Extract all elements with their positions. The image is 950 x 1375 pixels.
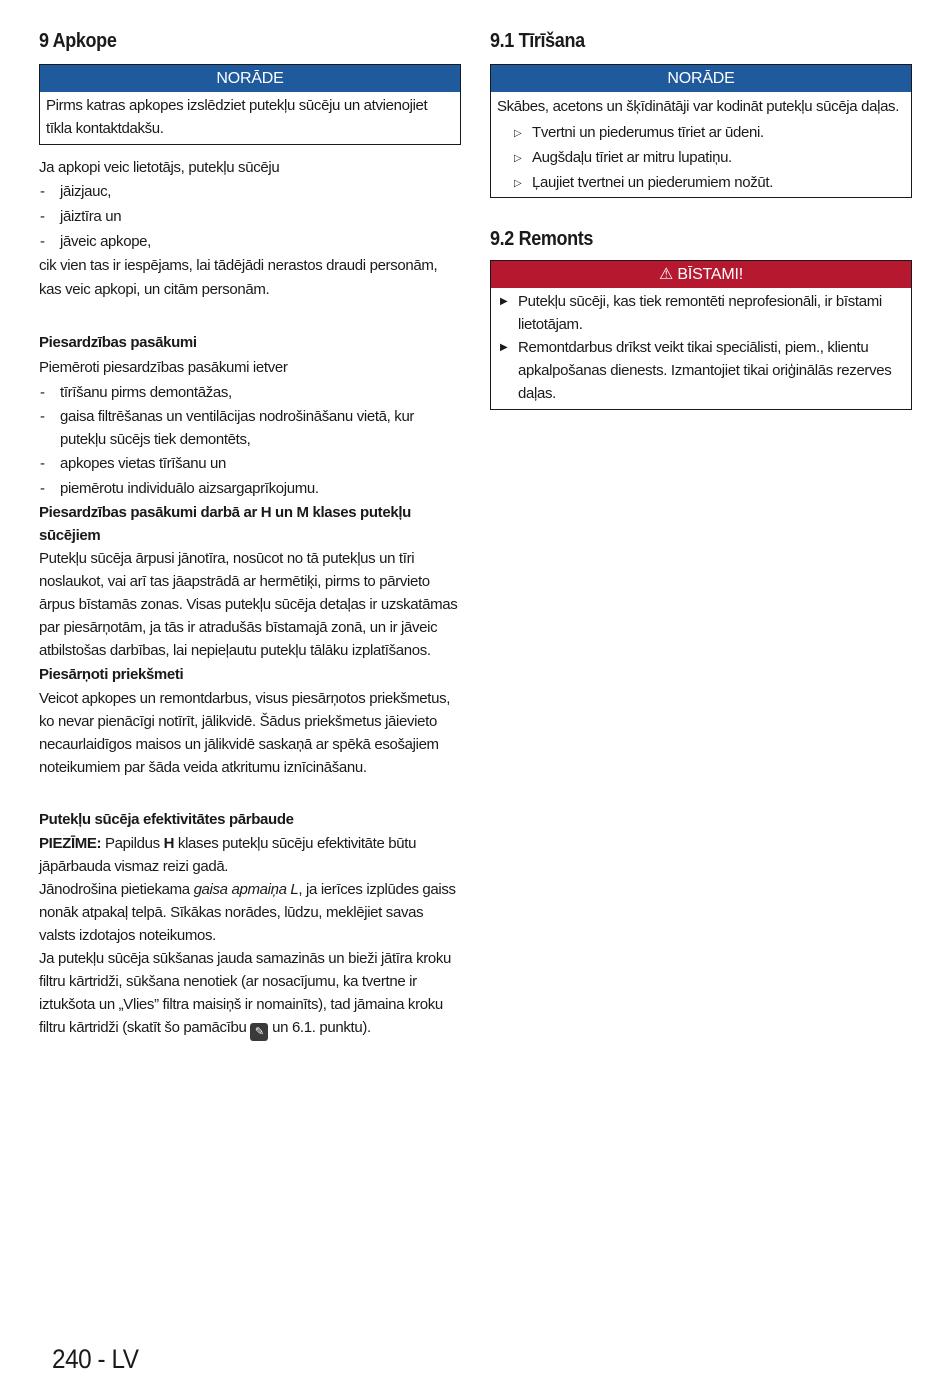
- manual-book-icon: ✎: [250, 1023, 268, 1041]
- efficiency-title: Putekļu sūcēja efektivitātes pārbaude: [39, 811, 294, 828]
- list-item: - gaisa filtrēšanas un ventilācijas nodrošināšanu vietā, kur putekļu sūcējs tiek demontēts,: [39, 405, 461, 451]
- list-item: ▷ Ļaujiet tvertnei un piederumiem nožūt.: [497, 170, 905, 195]
- list-item: ▶ Remontdarbus drīkst veikt tikai speciālisti, piem., klientu apkalpošanas dienests. Izmantojiet tikai oriģinālās rezerves daļas.: [497, 336, 905, 405]
- section-title-maintenance: 9 Apkope: [39, 30, 117, 52]
- air-exchange-text: Jānodrošina pietiekama gaisa apmaiņa L, ja ierīces izplūdes gaiss nonāk atpakaļ telpā. Sīkākas norādes, lūdzu, meklējiet savas valsts izdotajos noteikumos.: [39, 881, 456, 944]
- notice-box: [39, 64, 461, 145]
- arrow-bullet-icon: ▶: [500, 296, 508, 307]
- list-item: - jāveic apkope,: [39, 229, 461, 254]
- triangle-bullet-icon: ▷: [514, 153, 522, 164]
- arrow-bullet-icon: ▶: [500, 342, 508, 353]
- hm-class-text: Putekļu sūcēja ārpusi jānotīra, nosūcot no tā putekļus un tīri noslaukot, vai arī tas jāapstrādā ar hermētiķi, pirms to pārvieto ārpus bīstamās zonas. Visas putekļu sūcēja detaļas ir uzskatāmas par piesārņotām, ja tās ir atradušās bīstamajā zonā, un ir jāveic atbilstošas darbības, lai nepieļautu putekļu tālāku izplatīšanos.: [39, 550, 458, 659]
- precautions-text: Piemēroti piesardzības pasākumi ietver: [39, 359, 288, 376]
- cleaning-notice-text: Skābes, acetons un šķīdinātāji var kodināt putekļu sūcēja daļas.: [497, 98, 900, 115]
- cleaning-notice-box: [490, 64, 912, 198]
- list-item: ▷ Tvertni un piederumus tīriet ar ūdeni.: [497, 120, 905, 145]
- section-title-cleaning: 9.1 Tīrīšana: [490, 30, 585, 52]
- hm-class-title: Piesardzības pasākumi darbā ar H un M klases putekļu sūcējiem: [39, 504, 411, 544]
- triangle-bullet-icon: ▷: [514, 128, 522, 139]
- filter-text: Ja putekļu sūcēja sūkšanas jauda samazinās un bieži jātīra kroku filtru kārtridži, sūkšana nenotiek (ar nosacījumu, ka tvertne ir iztukšota un „Vlies” filtra maisiņš ir nomainīts), tad jāmaina kroku filtru kārtridži (skatīt šo pamācību ✎ un 6.1. punktu).: [39, 947, 461, 1041]
- danger-box: [490, 260, 912, 410]
- list-item: ▷ Augšdaļu tīriet ar mitru lupatiņu.: [497, 145, 905, 170]
- list-item: - jāizjauc,: [39, 179, 461, 204]
- triangle-bullet-icon: ▷: [514, 178, 522, 189]
- contaminated-title: Piesārņoti priekšmeti: [39, 666, 184, 683]
- list-item: - piemērotu individuālo aizsargaprīkojumu.: [39, 476, 461, 501]
- list-item: ▶ Putekļu sūcēji, kas tiek remontēti neprofesionāli, ir bīstami lietotājam.: [497, 290, 905, 336]
- danger-label: ⚠ BĪSTAMI!: [491, 261, 911, 288]
- section-title-repairs: 9.2 Remonts: [490, 228, 594, 250]
- list-item: - tīrīšanu pirms demontāžas,: [39, 380, 461, 405]
- right-column: [490, 30, 912, 410]
- efficiency-note: PIEZĪME: Papildus H klases putekļu sūcēju efektivitāte būtu jāpārbauda vismaz reizi gadā.: [39, 835, 417, 875]
- left-column: [39, 30, 461, 1041]
- page-number: 240 - LV: [52, 1344, 139, 1374]
- notice-label: NORĀDE: [491, 65, 911, 92]
- intro-tail: cik vien tas ir iespējams, lai tādējādi nerastos draudi personām, kas veic apkopi, un citām personām.: [39, 257, 438, 298]
- intro-text: Ja apkopi veic lietotājs, putekļu sūcēju: [39, 159, 280, 176]
- precautions-title: Piesardzības pasākumi: [39, 334, 197, 351]
- note-label: PIEZĪME:: [39, 835, 102, 852]
- list-item: - jāiztīra un: [39, 204, 461, 229]
- notice-label: NORĀDE: [40, 65, 460, 92]
- warning-triangle-icon: ⚠: [658, 266, 674, 283]
- contaminated-text: Veicot apkopes un remontdarbus, visus piesārņotos priekšmetus, ko nevar pienācīgi notīrīt, jālikvidē. Šādus priekšmetus jāievieto necaurlaidīgos maisos un jālikvidē saskaņā ar spēkā esošajiem noteikumiem par šāda veida atkritumu iznīcināšanu.: [39, 690, 451, 776]
- notice-text: Pirms katras apkopes izslēdziet putekļu sūcēju un atvienojiet tīkla kontaktdakšu.: [46, 97, 428, 137]
- list-item: - apkopes vietas tīrīšanu un: [39, 451, 461, 476]
